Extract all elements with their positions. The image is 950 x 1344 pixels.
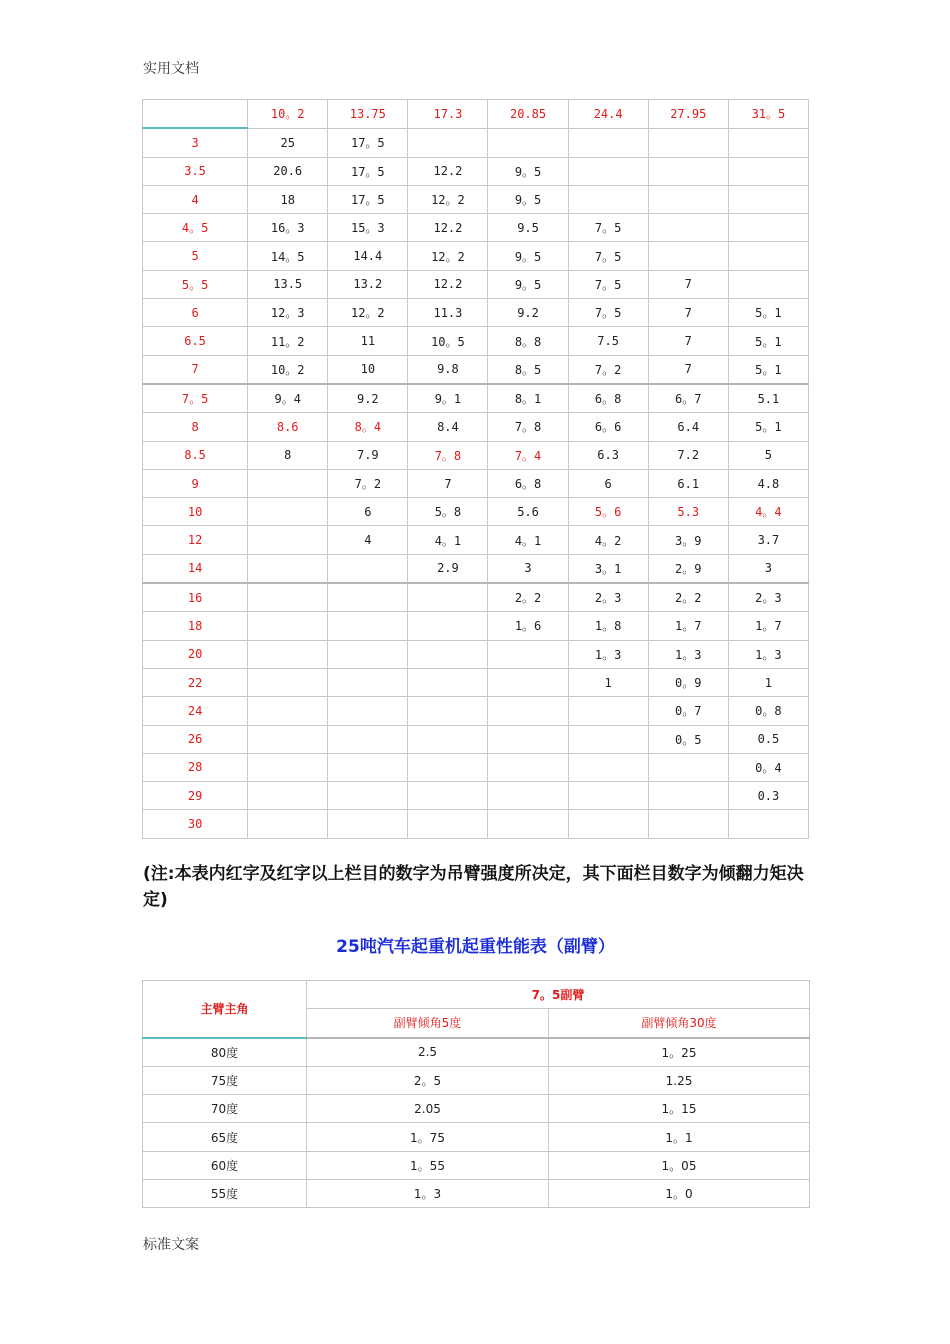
table-row: [143, 640, 809, 668]
capacity-cell: 10。2: [248, 355, 328, 384]
capacity-cell: 3: [488, 554, 568, 583]
capacity-cell: 17。5: [328, 157, 408, 185]
capacity-cell: 1。55: [307, 1151, 549, 1179]
capacity-cell: [328, 753, 408, 781]
capacity-cell: 1。3: [648, 640, 728, 668]
capacity-cell: [488, 128, 568, 157]
capacity-cell: 12.2: [408, 214, 488, 242]
capacity-cell: [408, 128, 488, 157]
capacity-cell: 6。6: [568, 413, 648, 441]
jib-col1-header: 副臂倾角5度: [307, 1009, 549, 1038]
capacity-cell: [728, 157, 808, 185]
capacity-cell: 7。5: [568, 270, 648, 298]
boom-angle-cell: 60度: [143, 1151, 307, 1179]
boom-length-header-cell: 20.85: [488, 100, 568, 129]
capacity-cell: [488, 697, 568, 725]
capacity-cell: 5。6: [568, 498, 648, 526]
capacity-cell: [248, 498, 328, 526]
capacity-cell: 1。3: [568, 640, 648, 668]
boom-length-header-cell: 13.75: [328, 100, 408, 129]
radius-cell: 8.5: [143, 441, 248, 469]
capacity-cell: [408, 640, 488, 668]
capacity-cell: [648, 242, 728, 270]
jib-corner-header: 主臂主角: [143, 981, 307, 1038]
capacity-cell: 25: [248, 128, 328, 157]
capacity-cell: 8。5: [488, 355, 568, 384]
capacity-cell: [248, 526, 328, 554]
table-header-row: [143, 100, 809, 129]
table-row: [143, 554, 809, 583]
capacity-cell: 2。2: [648, 583, 728, 612]
capacity-cell: 1。7: [648, 612, 728, 640]
capacity-cell: [488, 753, 568, 781]
radius-cell: 20: [143, 640, 248, 668]
capacity-cell: 12.2: [408, 157, 488, 185]
capacity-cell: 14。5: [248, 242, 328, 270]
boom-length-header-cell: 24.4: [568, 100, 648, 129]
boom-length-header-cell: 27.95: [648, 100, 728, 129]
table-row: [143, 157, 809, 185]
capacity-cell: 2。3: [568, 583, 648, 612]
capacity-cell: 8: [248, 441, 328, 469]
capacity-cell: 9。5: [488, 157, 568, 185]
table-row: [143, 612, 809, 640]
capacity-cell: 2.9: [408, 554, 488, 583]
capacity-cell: 5。1: [728, 355, 808, 384]
radius-cell: 4。5: [143, 214, 248, 242]
capacity-cell: [568, 782, 648, 810]
capacity-cell: 12.2: [408, 270, 488, 298]
capacity-cell: 6。8: [488, 469, 568, 497]
capacity-cell: 9。5: [488, 270, 568, 298]
table-row: [143, 327, 809, 355]
capacity-cell: 9。5: [488, 242, 568, 270]
capacity-cell: [648, 810, 728, 838]
capacity-cell: [648, 185, 728, 213]
table-row: [143, 185, 809, 213]
capacity-cell: 1。3: [307, 1180, 549, 1208]
capacity-cell: 12。2: [328, 299, 408, 327]
boom-length-header-cell: [143, 100, 248, 129]
capacity-cell: 12。2: [408, 242, 488, 270]
capacity-cell: [248, 782, 328, 810]
capacity-cell: 11。2: [248, 327, 328, 355]
radius-cell: 22: [143, 668, 248, 696]
capacity-cell: 1。15: [549, 1095, 810, 1123]
boom-length-header-cell: 17.3: [408, 100, 488, 129]
capacity-cell: [248, 469, 328, 497]
capacity-cell: 1。6: [488, 612, 568, 640]
radius-cell: 5: [143, 242, 248, 270]
capacity-cell: 8.6: [248, 413, 328, 441]
jib-table-title: 25吨汽车起重机起重性能表（副臂）: [336, 937, 615, 957]
capacity-cell: 7: [648, 327, 728, 355]
capacity-cell: 4: [328, 526, 408, 554]
capacity-cell: 0。8: [728, 697, 808, 725]
capacity-cell: [568, 157, 648, 185]
table-row: [143, 697, 809, 725]
capacity-cell: 5.1: [728, 384, 808, 413]
capacity-cell: 7.5: [568, 327, 648, 355]
table-row: [143, 128, 809, 157]
capacity-cell: [248, 583, 328, 612]
capacity-cell: 7。2: [568, 355, 648, 384]
capacity-cell: 0。4: [728, 753, 808, 781]
capacity-cell: 6.3: [568, 441, 648, 469]
capacity-cell: 1。8: [568, 612, 648, 640]
capacity-cell: [248, 697, 328, 725]
table-row: [143, 469, 809, 497]
capacity-cell: [408, 753, 488, 781]
capacity-cell: 13.5: [248, 270, 328, 298]
boom-length-header-cell: 10。2: [248, 100, 328, 129]
capacity-cell: 7。2: [328, 469, 408, 497]
jib-header-row: [143, 981, 810, 1009]
capacity-cell: 12。3: [248, 299, 328, 327]
capacity-cell: [488, 782, 568, 810]
table-row: [143, 270, 809, 298]
capacity-cell: 5.6: [488, 498, 568, 526]
capacity-cell: 7。5: [568, 214, 648, 242]
capacity-cell: [408, 697, 488, 725]
radius-cell: 6: [143, 299, 248, 327]
capacity-cell: 4。1: [408, 526, 488, 554]
capacity-cell: [568, 810, 648, 838]
capacity-cell: [728, 810, 808, 838]
capacity-cell: [328, 725, 408, 753]
capacity-cell: 5。8: [408, 498, 488, 526]
capacity-cell: 1.25: [549, 1066, 810, 1094]
load-table: [142, 99, 809, 839]
capacity-cell: 5: [728, 441, 808, 469]
capacity-cell: 7。5: [568, 299, 648, 327]
capacity-cell: 2。2: [488, 583, 568, 612]
capacity-cell: 9.2: [488, 299, 568, 327]
capacity-cell: 3.7: [728, 526, 808, 554]
capacity-cell: 16。3: [248, 214, 328, 242]
capacity-cell: [648, 128, 728, 157]
capacity-cell: [648, 214, 728, 242]
capacity-cell: 1。1: [549, 1123, 810, 1151]
jib-table: [142, 980, 810, 1208]
radius-cell: 3: [143, 128, 248, 157]
radius-cell: 30: [143, 810, 248, 838]
capacity-cell: [408, 782, 488, 810]
capacity-cell: 2。5: [307, 1066, 549, 1094]
capacity-cell: 9.5: [488, 214, 568, 242]
capacity-cell: 7.2: [648, 441, 728, 469]
table-row: [143, 810, 809, 838]
capacity-cell: 7。8: [408, 441, 488, 469]
capacity-cell: [328, 612, 408, 640]
capacity-cell: 1: [568, 668, 648, 696]
capacity-cell: 0.5: [728, 725, 808, 753]
boom-angle-cell: 65度: [143, 1123, 307, 1151]
table-row: [143, 413, 809, 441]
table-row: [143, 1066, 810, 1094]
capacity-cell: [408, 583, 488, 612]
capacity-cell: [648, 753, 728, 781]
capacity-cell: 7: [648, 299, 728, 327]
radius-cell: 6.5: [143, 327, 248, 355]
table-row: [143, 668, 809, 696]
capacity-cell: 2。3: [728, 583, 808, 612]
capacity-cell: 3。9: [648, 526, 728, 554]
capacity-cell: 6: [568, 469, 648, 497]
capacity-cell: 7。5: [568, 242, 648, 270]
jib-col2-header: 副臂倾角30度: [549, 1009, 810, 1038]
table-row: [143, 299, 809, 327]
capacity-cell: 14.4: [328, 242, 408, 270]
capacity-cell: [728, 242, 808, 270]
capacity-cell: [328, 810, 408, 838]
capacity-cell: [328, 668, 408, 696]
capacity-cell: 9.8: [408, 355, 488, 384]
capacity-cell: 0。7: [648, 697, 728, 725]
boom-angle-cell: 70度: [143, 1095, 307, 1123]
capacity-cell: [568, 697, 648, 725]
radius-cell: 4: [143, 185, 248, 213]
radius-cell: 7。5: [143, 384, 248, 413]
capacity-cell: 15。3: [328, 214, 408, 242]
capacity-cell: 6: [328, 498, 408, 526]
capacity-cell: 10。5: [408, 327, 488, 355]
capacity-cell: 4。4: [728, 498, 808, 526]
table-row: [143, 384, 809, 413]
capacity-cell: [408, 725, 488, 753]
capacity-cell: [328, 583, 408, 612]
table-row: [143, 214, 809, 242]
table-row: [143, 1180, 810, 1208]
boom-angle-cell: 80度: [143, 1038, 307, 1067]
radius-cell: 14: [143, 554, 248, 583]
capacity-cell: 5.3: [648, 498, 728, 526]
capacity-cell: 7。8: [488, 413, 568, 441]
capacity-cell: 17。5: [328, 128, 408, 157]
capacity-cell: [328, 554, 408, 583]
capacity-cell: 7.9: [328, 441, 408, 469]
capacity-cell: [248, 725, 328, 753]
capacity-cell: 11: [328, 327, 408, 355]
capacity-cell: [488, 810, 568, 838]
capacity-cell: [728, 185, 808, 213]
capacity-cell: [408, 668, 488, 696]
capacity-cell: [488, 668, 568, 696]
capacity-cell: 17。5: [328, 185, 408, 213]
capacity-cell: 9。4: [248, 384, 328, 413]
capacity-cell: 3: [728, 554, 808, 583]
capacity-cell: 8.4: [408, 413, 488, 441]
table-row: [143, 753, 809, 781]
capacity-cell: 12。2: [408, 185, 488, 213]
table-row: [143, 1038, 810, 1067]
capacity-cell: [248, 753, 328, 781]
capacity-cell: 4。2: [568, 526, 648, 554]
capacity-cell: [568, 185, 648, 213]
capacity-cell: [568, 128, 648, 157]
radius-cell: 7: [143, 355, 248, 384]
capacity-cell: 7: [408, 469, 488, 497]
capacity-cell: [328, 697, 408, 725]
capacity-cell: 4.8: [728, 469, 808, 497]
radius-cell: 12: [143, 526, 248, 554]
capacity-cell: 8。8: [488, 327, 568, 355]
page-footer: 标准文案: [143, 1237, 199, 1253]
table-row: [143, 355, 809, 384]
capacity-cell: 0。5: [648, 725, 728, 753]
capacity-cell: 1。05: [549, 1151, 810, 1179]
capacity-cell: [248, 810, 328, 838]
capacity-cell: 6.4: [648, 413, 728, 441]
radius-cell: 29: [143, 782, 248, 810]
radius-cell: 18: [143, 612, 248, 640]
radius-cell: 16: [143, 583, 248, 612]
boom-angle-cell: 75度: [143, 1066, 307, 1094]
table-row: [143, 725, 809, 753]
capacity-cell: 5。1: [728, 327, 808, 355]
capacity-cell: [728, 214, 808, 242]
radius-cell: 8: [143, 413, 248, 441]
table-row: [143, 1151, 810, 1179]
capacity-cell: 1: [728, 668, 808, 696]
capacity-cell: [568, 753, 648, 781]
capacity-cell: 13.2: [328, 270, 408, 298]
radius-cell: 10: [143, 498, 248, 526]
capacity-cell: 6。7: [648, 384, 728, 413]
page-header: 实用文档: [143, 61, 199, 77]
capacity-cell: 3。1: [568, 554, 648, 583]
boom-length-header-cell: 31。5: [728, 100, 808, 129]
capacity-cell: 1。3: [728, 640, 808, 668]
capacity-cell: 18: [248, 185, 328, 213]
jib-group-header: 7。5副臂: [307, 981, 810, 1009]
capacity-cell: [568, 725, 648, 753]
table-row: [143, 242, 809, 270]
capacity-cell: 2。9: [648, 554, 728, 583]
capacity-cell: 2.5: [307, 1038, 549, 1067]
radius-cell: 28: [143, 753, 248, 781]
capacity-cell: [648, 782, 728, 810]
capacity-cell: 10: [328, 355, 408, 384]
table-row: [143, 583, 809, 612]
capacity-cell: [248, 640, 328, 668]
radius-cell: 5。5: [143, 270, 248, 298]
capacity-cell: 5。1: [728, 413, 808, 441]
capacity-cell: 1。0: [549, 1180, 810, 1208]
capacity-cell: 5。1: [728, 299, 808, 327]
capacity-cell: 1。75: [307, 1123, 549, 1151]
capacity-cell: 2.05: [307, 1095, 549, 1123]
table-row: [143, 526, 809, 554]
capacity-cell: [248, 668, 328, 696]
capacity-cell: 4。1: [488, 526, 568, 554]
capacity-cell: [328, 640, 408, 668]
table-row: [143, 441, 809, 469]
capacity-cell: 1。25: [549, 1038, 810, 1067]
capacity-cell: 0。9: [648, 668, 728, 696]
table-row: [143, 1095, 810, 1123]
capacity-cell: 20.6: [248, 157, 328, 185]
capacity-cell: 9.2: [328, 384, 408, 413]
radius-cell: 3.5: [143, 157, 248, 185]
capacity-cell: [248, 554, 328, 583]
capacity-cell: [408, 612, 488, 640]
capacity-cell: [328, 782, 408, 810]
capacity-cell: [728, 270, 808, 298]
capacity-cell: 6。8: [568, 384, 648, 413]
capacity-cell: 7。4: [488, 441, 568, 469]
capacity-cell: 8。1: [488, 384, 568, 413]
capacity-cell: [488, 725, 568, 753]
capacity-cell: [648, 157, 728, 185]
table-note: (注:本表内红字及红字以上栏目的数字为吊臂强度所决定，其下面栏目数字为倾翻力矩决定): [143, 864, 804, 910]
capacity-cell: 7: [648, 270, 728, 298]
table-row: [143, 782, 809, 810]
capacity-cell: 7: [648, 355, 728, 384]
capacity-cell: [728, 128, 808, 157]
capacity-cell: [248, 612, 328, 640]
capacity-cell: 1。7: [728, 612, 808, 640]
capacity-cell: [488, 640, 568, 668]
boom-angle-cell: 55度: [143, 1180, 307, 1208]
radius-cell: 24: [143, 697, 248, 725]
capacity-cell: 9。1: [408, 384, 488, 413]
capacity-cell: 0.3: [728, 782, 808, 810]
capacity-cell: 9。5: [488, 185, 568, 213]
capacity-cell: 11.3: [408, 299, 488, 327]
capacity-cell: 6.1: [648, 469, 728, 497]
table-row: [143, 498, 809, 526]
capacity-cell: 8。4: [328, 413, 408, 441]
table-row: [143, 1123, 810, 1151]
capacity-cell: [408, 810, 488, 838]
radius-cell: 26: [143, 725, 248, 753]
radius-cell: 9: [143, 469, 248, 497]
